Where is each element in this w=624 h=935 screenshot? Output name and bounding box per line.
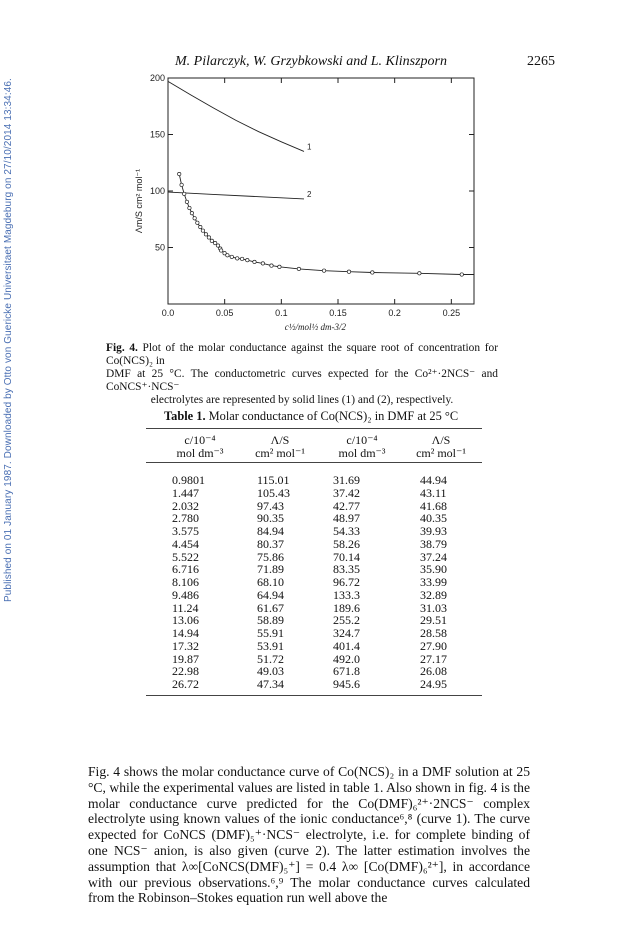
table-cell-l1: 47.34 (257, 677, 284, 691)
table-cell-c2: 671.8 (333, 664, 360, 679)
x-tick-label: 0.05 (215, 308, 234, 318)
data-point (236, 257, 239, 260)
data-point (213, 241, 216, 244)
y-tick-label: 50 (154, 242, 165, 253)
table-cell-l2: 33.99 (420, 575, 447, 589)
table-label: Table 1. (164, 409, 206, 423)
data-point (190, 211, 193, 214)
table-cell-c1: 3.575 (172, 524, 199, 538)
table-cell-c2: 255.2 (333, 613, 360, 628)
data-point (204, 233, 207, 236)
y-tick-label: 150 (149, 129, 165, 140)
table-column-l1 (257, 474, 290, 691)
table-cell-l1: 90.35 (257, 511, 284, 526)
data-point (178, 172, 181, 175)
table-title (164, 409, 494, 424)
table-cell-l2: 27.17 (420, 651, 447, 666)
table-cell-c1: 11.24 (172, 600, 199, 615)
table-cell-c2: 83.35 (333, 562, 360, 577)
data-point (240, 257, 243, 260)
table-cell-l1: 75.86 (257, 549, 284, 564)
column-header-l2-line2: cm² mol⁻¹ (416, 446, 466, 460)
data-point (246, 258, 249, 261)
table-cell-l2: 41.68 (420, 498, 447, 513)
table-cell-l2: 38.79 (420, 536, 447, 551)
data-point (201, 229, 204, 232)
table-cell-l1: 84.94 (257, 524, 284, 538)
x-tick-label: 0.1 (275, 308, 288, 318)
data-point (226, 254, 229, 257)
table-cell-c1: 9.486 (172, 587, 199, 602)
table-cell-l2: 28.58 (420, 626, 447, 640)
figure-caption-label: Fig. 4. (106, 342, 138, 354)
table-bottom-rule (146, 695, 482, 696)
table-top-rule (146, 428, 482, 429)
data-point (180, 183, 183, 186)
column-header-l1-line2: cm² mol⁻¹ (255, 446, 305, 460)
table-cell-c2: 945.6 (333, 677, 360, 691)
table-cell-l2: 26.08 (420, 664, 447, 679)
table-cell-l2: 43.11 (420, 485, 447, 500)
data-point (210, 239, 213, 242)
table-cell-l1: 115.01 (257, 473, 290, 487)
data-point (460, 273, 463, 276)
download-watermark-text: Published on 01 January 1987. Downloaded by Otto von Guericke Universitaet Magdeburg on 27/10/2014 13:34:46. (3, 78, 14, 602)
table-cell-c1: 2.032 (172, 498, 199, 513)
data-point (322, 269, 325, 272)
column-header-l2 (401, 434, 481, 460)
table-cell-l1: 64.94 (257, 587, 284, 602)
data-point (278, 265, 281, 268)
column-header-l1 (240, 434, 320, 460)
y-axis-label: Λm/S cm² mol⁻¹ (134, 168, 144, 234)
data-point (185, 200, 188, 203)
data-point (253, 260, 256, 263)
column-header-l1-line1: Λ/S (270, 433, 290, 447)
table-cell-l2: 35.90 (420, 562, 447, 577)
table-cell-c2: 492.0 (333, 651, 360, 666)
curve-2 (168, 192, 304, 199)
table-cell-l1: 97.43 (257, 498, 284, 513)
figure-4-chart (130, 70, 480, 340)
table-cell-c2: 401.4 (333, 638, 360, 653)
figure-caption-line-2: DMF at 25 °C. The conductometric curves expected for the Co²⁺·2NCS⁻ and CoNCS⁺·NCS⁻ (106, 368, 498, 393)
table-column-c2 (333, 474, 360, 691)
table-cell-c1: 26.72 (172, 677, 199, 691)
experimental-fit-line (179, 174, 474, 275)
table-cell-c1: 6.716 (172, 562, 199, 577)
x-axis-label: c½/mol½ dm-3/2 (284, 322, 346, 332)
data-point (230, 255, 233, 258)
table-cell-c1: 17.32 (172, 638, 199, 653)
data-point (216, 244, 219, 247)
table-title-text: Molar conductance of Co(NCS)₂ in DMF at 25 °C (208, 409, 459, 423)
table-cell-l2: 32.89 (420, 587, 447, 602)
data-point (261, 262, 264, 265)
column-header-c1-line2: mol dm⁻³ (176, 446, 224, 460)
data-point (207, 236, 210, 239)
table-cell-c1: 1.447 (172, 485, 199, 500)
page-number: 2265 (527, 54, 555, 69)
data-point (193, 217, 196, 220)
table-cell-c2: 58.26 (333, 536, 360, 551)
table-cell-c2: 70.14 (333, 549, 360, 564)
table-cell-c1: 22.98 (172, 664, 199, 679)
table-cell-c1: 8.106 (172, 575, 199, 589)
table-header-rule (146, 462, 482, 463)
table-column-l2 (420, 474, 447, 691)
table-cell-c1: 5.522 (172, 549, 199, 564)
table-cell-c2: 133.3 (333, 587, 360, 602)
data-point (199, 225, 202, 228)
table-cell-l2: 44.94 (420, 473, 447, 487)
table-column-c1 (172, 474, 205, 691)
column-header-c2-line1: c/10⁻⁴ (346, 433, 378, 447)
data-point (371, 271, 374, 274)
table-cell-c1: 4.454 (172, 536, 199, 551)
table-cell-c2: 189.6 (333, 600, 360, 615)
table-cell-l2: 24.95 (420, 677, 447, 691)
data-point (418, 272, 421, 275)
table-cell-l1: 49.03 (257, 664, 284, 679)
table-cell-l1: 80.37 (257, 536, 284, 551)
table-cell-l2: 29.51 (420, 613, 447, 628)
data-point (270, 264, 273, 267)
x-tick-label: 0.2 (388, 308, 401, 318)
table-cell-c1: 2.780 (172, 511, 199, 526)
header-authors: M. Pilarczyk, W. Grzybkowski and L. Klinszporn (175, 54, 447, 69)
table-cell-l2: 39.93 (420, 524, 447, 538)
table-cell-l2: 27.90 (420, 638, 447, 653)
curve-label-2: 2 (307, 189, 312, 199)
table-cell-c2: 31.69 (333, 473, 360, 487)
table-cell-l1: 71.89 (257, 562, 284, 577)
table-cell-c1: 0.9801 (172, 473, 205, 487)
table-cell-c1: 14.94 (172, 626, 199, 640)
table-cell-l2: 40.35 (420, 511, 447, 526)
curve-label-1: 1 (307, 142, 312, 152)
figure-caption-line-1: Plot of the molar conductance against the square root of concentration for Co(NCS)₂ in (106, 342, 498, 367)
table-cell-l1: 68.10 (257, 575, 284, 589)
table-cell-l2: 31.03 (420, 600, 447, 615)
x-tick-label: 0.15 (329, 308, 347, 318)
table-cell-l1: 53.91 (257, 638, 284, 653)
table-cell-c2: 37.42 (333, 485, 360, 500)
data-point (188, 206, 191, 209)
body-paragraph: Fig. 4 shows the molar conductance curve of Co(NCS)₂ in a DMF solution at 25 °C, while the experimental values are listed in table 1. Also shown in fig. 4 is the molar conductance curve predicted for the Co(DMF)₆²⁺·2NCS⁻ complex electrolyte using known values of the ionic conductance⁶,⁸ (curve 1). The curve expected for CoNCS (DMF)₅⁺·NCS⁻ electrolyte, i.e. for complete binding of one NCS⁻ anion, is also given (curve 2). The latter estimation involves the assumption that λ∞[CoNCS(DMF)₅⁺] = 0.4 λ∞ [Co(DMF)₆²⁺], in accordance with our previous observations.⁶,⁹ The molar conductance curves calculated from the Robinson–Stokes equation run well above the (88, 764, 530, 906)
curve-1 (168, 81, 304, 151)
column-header-c1-line1: c/10⁻⁴ (184, 433, 216, 447)
data-point (219, 249, 222, 252)
x-tick-label: 0.25 (442, 308, 461, 318)
table-cell-c2: 324.7 (333, 626, 360, 640)
table-cell-l1: 61.67 (257, 600, 284, 615)
table-cell-l2: 37.24 (420, 549, 447, 564)
table-cell-l1: 51.72 (257, 651, 284, 666)
table-cell-c1: 19.87 (172, 651, 199, 666)
table-cell-l1: 55.91 (257, 626, 284, 640)
download-watermark (2, 0, 16, 935)
y-tick-label: 200 (149, 73, 165, 83)
data-point (183, 192, 186, 195)
data-point (347, 270, 350, 273)
table-cell-l1: 58.89 (257, 613, 284, 628)
table-cell-c2: 48.97 (333, 511, 360, 526)
data-point (196, 221, 199, 224)
table-cell-c2: 96.72 (333, 575, 360, 589)
x-tick-label: 0.0 (161, 308, 175, 318)
column-header-c1 (160, 434, 240, 460)
figure-caption-line-3: electrolytes are represented by solid lines (1) and (2), respectively. (150, 394, 454, 406)
table-cell-c2: 54.33 (333, 524, 360, 538)
y-tick-label: 100 (149, 186, 165, 196)
table-cell-c2: 42.77 (333, 498, 360, 513)
column-header-c2-line2: mol dm⁻³ (338, 446, 386, 460)
table-cell-l1: 105.43 (257, 485, 290, 500)
figure-caption (106, 342, 498, 407)
table-cell-c1: 13.06 (172, 613, 199, 628)
column-header-c2 (322, 434, 402, 460)
data-point (297, 267, 300, 270)
column-header-l2-line1: Λ/S (431, 433, 451, 447)
